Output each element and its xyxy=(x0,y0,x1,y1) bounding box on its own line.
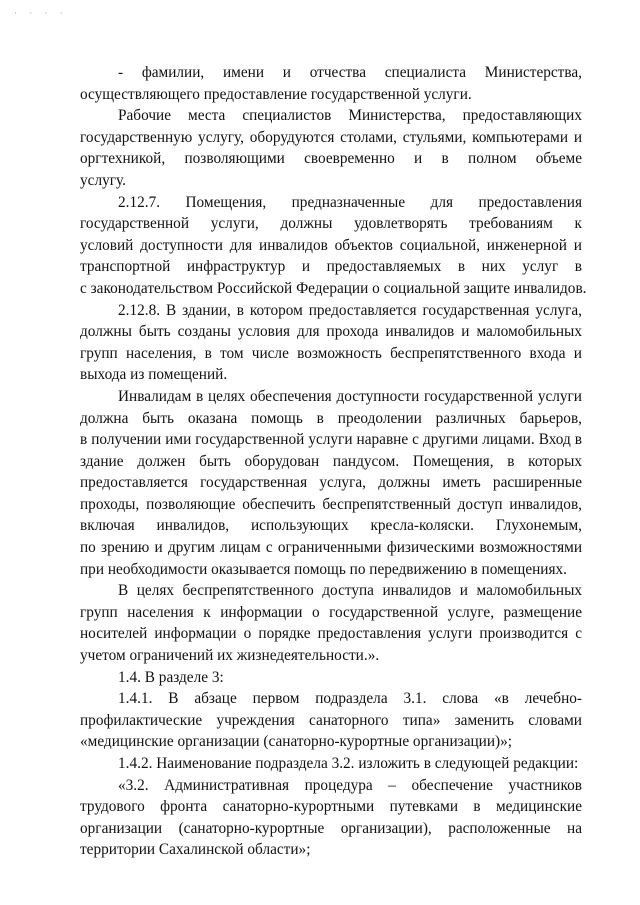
text-line: проходы, позволяющие обеспечить беспрепятственный доступ инвалидов, xyxy=(80,495,582,513)
text-line: носителей информации о порядке предоставления услуги производится с xyxy=(80,625,582,643)
text-line: осуществляющего предоставление государственной услуги. xyxy=(80,85,472,103)
text-line: Рабочие места специалистов Министерства, предоставляющих xyxy=(118,107,582,125)
text-line: территории Сахалинской области»; xyxy=(80,841,311,859)
text-line: должна быть оказана помощь в преодолении различных барьеров, xyxy=(80,409,582,427)
text-line: - фамилии, имени и отчества специалиста Министерства, xyxy=(118,64,582,81)
scan-corner-marks: · · · · xyxy=(14,8,68,18)
text-line: государственной услуги, должны удовлетворять требованиям к xyxy=(80,215,582,233)
text-line: 2.12.7. Помещения, предназначенные для предоставления xyxy=(118,193,582,211)
text-line: предоставляется государственная услуга, должны иметь расширенные xyxy=(80,474,582,492)
text-line: условий доступности для инвалидов объектов социальной, инженерной и xyxy=(80,236,582,254)
text-line: 1.4.1. В абзаце первом подраздела 3.1. слова «в лечебно- xyxy=(118,690,582,708)
text-line: с законодательством Российской Федерации о социальной защите инвалидов. xyxy=(80,279,587,297)
text-line: профилактические учреждения санаторного типа» заменить словами xyxy=(80,711,582,729)
text-line: оргтехникой, позволяющими своевременно и в полном объеме xyxy=(80,150,582,168)
text-line: при необходимости оказывается помощь по передвижению в помещениях. xyxy=(80,560,567,578)
document-body xyxy=(80,62,587,861)
text-line: в получении ими государственной услуги наравне с другими лицами. Вход в xyxy=(80,431,582,449)
text-line: 1.4.2. Наименование подраздела 3.2. изложить в следующей редакции: xyxy=(118,755,579,772)
text-line: организации (санаторно-курортные организации), расположенные на xyxy=(80,819,582,837)
text-line: услугу. xyxy=(80,171,126,189)
text-line: должны быть созданы условия для прохода инвалидов и маломобильных xyxy=(80,323,582,341)
text-line: групп населения к информации о государственной услуге, размещение xyxy=(80,603,582,621)
text-line: по зрению и другим лицам с ограниченными физическими возможностями xyxy=(80,539,582,557)
text-line: государственную услугу, оборудуются столами, стульями, компьютерами и xyxy=(80,128,582,146)
text-line: групп населения, в том числе возможность беспрепятственного входа и xyxy=(80,344,582,362)
text-line: 2.12.8. В здании, в котором предоставляется государственная услуга, xyxy=(118,301,582,319)
text-line: учетом ограничений их жизнедеятельности.». xyxy=(80,647,380,665)
text-line: включая инвалидов, использующих кресла-коляски. Глухонемым, xyxy=(80,517,582,535)
text-line: трудового фронта санаторно-курортными путевками в медицинские xyxy=(80,798,582,816)
text-line: транспортной инфраструктур и предоставляемых в них услуг в xyxy=(80,258,582,276)
text-line: Инвалидам в целях обеспечения доступности государственной услуги xyxy=(118,387,582,405)
text-line: «3.2. Административная процедура – обеспечение участников xyxy=(118,776,582,794)
text-line: «медицинские организации (санаторно-курортные организации)»; xyxy=(80,733,513,751)
text-line: В целях беспрепятственного доступа инвалидов и маломобильных xyxy=(118,582,582,600)
text-line: выхода из помещений. xyxy=(80,366,228,384)
text-line: 1.4. В разделе 3: xyxy=(118,668,224,686)
text-line: здание должен быть оборудован пандусом. Помещения, в которых xyxy=(80,452,582,470)
